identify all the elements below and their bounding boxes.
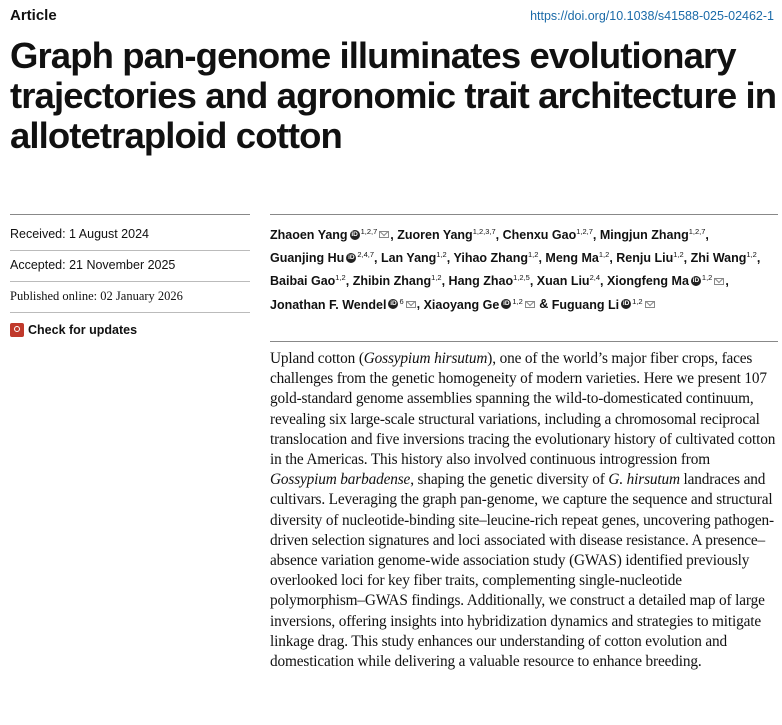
affiliation-marker: 1,2 [335,273,346,283]
divider [270,214,778,215]
affiliation-marker: 2,4 [589,273,600,283]
author-name[interactable]: Lan Yang$^{1,2}$ [380,250,447,266]
author-name[interactable]: Baibai Gao$^{1,2}$ [270,273,346,289]
author-name[interactable]: Jonathan F. Wendel iD $^6$ [270,298,417,312]
affiliation-marker: 1,2 [746,250,757,260]
orcid-icon[interactable]: iD [390,300,397,308]
affiliation-marker: 6 [399,296,404,306]
author-name[interactable]: Zhaoen Yang iD $^{1,2,7}$ [270,228,390,242]
abstract: Upland cotton (Gossypium hirsutum), one of the world’s major fiber crops, faces challenges from the genetic homogeneity of modern varieties. Here we present 107 gold-standard genome assemblies spanning the wild-to-domesticated continuum, revealing six large-scale structural variations, including a chromosomal reciprocal translocation and five inversions tracing the evolutionary history of cultivated cotton in the Americas. This history also involved continuous introgression from Gossypium barbadense, shaping the genetic diversity of G. hirsutum landraces and cultivars. Leveraging the graph pan-genome, we capture the sequence and structural diversity of nucleotide-binding site–leucine-rich repeat genes, uncovering pathogen-driven selection signatures and loci associated with disease resistance. A presence–absence variation genome-wide association study (GWAS) identified previously overlooked loci for key fiber traits, complementing single-nucleotide polymorphism–GWAS findings. Additionally, we construct a detailed map of large inversions, offering insights into hybridization dynamics and strategies to mitigate linkage drag. This study enhances our understanding of cotton evolution and domestication while delivering a valuable resource to enhance breeding. [270,350,776,671]
affiliation-marker: 1,2 [431,273,442,283]
author-name[interactable]: Xiaoyang Ge iD $^{1,2}$ [424,298,536,312]
affiliation-marker: 1,2,5 [513,273,530,283]
check-updates-icon [10,323,24,337]
author-name[interactable]: Zuoren Yang$^{1,2,3,7}$ [397,227,496,243]
author-list: Zhaoen Yang iD $^{1,2,7}$ , Zuoren Yang$^{1,2,3,7}$, Chenxu Gao$^{1,2,7}$, Mingjun Zhang$^{1,2,7}$, Guanjing Hu iD $^{2,4,7}$, Lan Yang$^{1,2}$, Yihao Zhang$^{1,2}$, Meng Ma$^{1,2}$, Renju Liu$^{1,2}$, Zhi Wang$^{1,2}$, Baibai Gao$^{1,2}$, Zhibin Zhang$^{1,2}$, Hang Zhao$^{1,2,5}$, Xuan Liu$^{2,4}$, Xiongfeng Ma iD $^{1,2}$ , Jonathan F. Wendel iD $^6$ , Xiaoyang Ge iD $^{1,2}$ & Fuguang Li iD $^{1,2}$ [270,227,761,312]
affiliation-marker: 1,2 [673,250,684,260]
author-name[interactable]: Chenxu Gao$^{1,2,7}$ [502,227,593,243]
divider [270,341,778,342]
doi-link[interactable]: https://doi.org/10.1038/s41588-025-02462-1 [530,9,774,23]
author-name[interactable]: Guanjing Hu iD $^{2,4,7}$ [270,250,374,266]
author-name[interactable]: Renju Liu$^{1,2}$ [616,250,684,266]
accepted-date: Accepted: 21 November 2025 [10,255,250,282]
publication-dates [10,224,250,347]
author-name[interactable]: Fuguang Li iD $^{1,2}$ [552,298,656,312]
author-name[interactable]: Zhibin Zhang$^{1,2}$ [352,273,442,289]
author-name[interactable]: Yihao Zhang$^{1,2}$ [453,250,539,266]
divider [10,214,250,215]
author-name[interactable]: Hang Zhao$^{1,2,5}$ [448,273,530,289]
article-header [10,7,774,29]
article-type-label: Article [10,7,57,24]
check-updates-link[interactable]: Check for updates [10,317,250,343]
orcid-icon[interactable]: iD [503,300,510,308]
author-name[interactable]: Mingjun Zhang$^{1,2,7}$ [599,227,706,243]
affiliation-marker: 1,2 [528,250,539,260]
affiliation-marker: 1,2 [436,250,447,260]
email-icon[interactable] [525,301,535,308]
orcid-icon[interactable]: iD [348,254,355,262]
received-date: Received: 1 August 2024 [10,224,250,251]
author-name[interactable]: Xiongfeng Ma iD $^{1,2}$ [607,274,725,288]
author-name[interactable]: Meng Ma$^{1,2}$ [545,250,610,266]
orcid-icon[interactable]: iD [351,230,358,238]
email-icon[interactable] [406,301,416,308]
affiliation-marker: 1,2,7 [576,227,593,236]
email-icon[interactable] [645,301,655,308]
orcid-icon[interactable]: iD [622,300,630,308]
affiliation-marker: 1,2 [632,296,643,306]
affiliation-marker: 1,2,7 [688,227,706,236]
affiliation-marker: 1,2,7 [360,227,378,236]
author-conjunction: & [539,297,549,312]
affiliation-marker: 1,2 [701,273,713,283]
article-title: Graph pan-genome illuminates evolutionary trajectories and agronomic trait architecture in allotetraploid cotton [10,35,777,156]
affiliation-marker: 1,2 [512,296,523,306]
orcid-icon[interactable]: iD [692,277,700,285]
affiliation-marker: 1,2,3,7 [472,227,496,236]
author-name[interactable]: Zhi Wang$^{1,2}$ [690,250,757,266]
affiliation-marker: 2,4,7 [357,250,374,260]
email-icon[interactable] [714,278,724,285]
affiliation-marker: 1,2 [598,250,610,260]
published-date: Published online: 02 January 2026 [10,286,250,313]
email-icon[interactable] [379,231,389,238]
author-name[interactable]: Xuan Liu$^{2,4}$ [536,273,600,289]
